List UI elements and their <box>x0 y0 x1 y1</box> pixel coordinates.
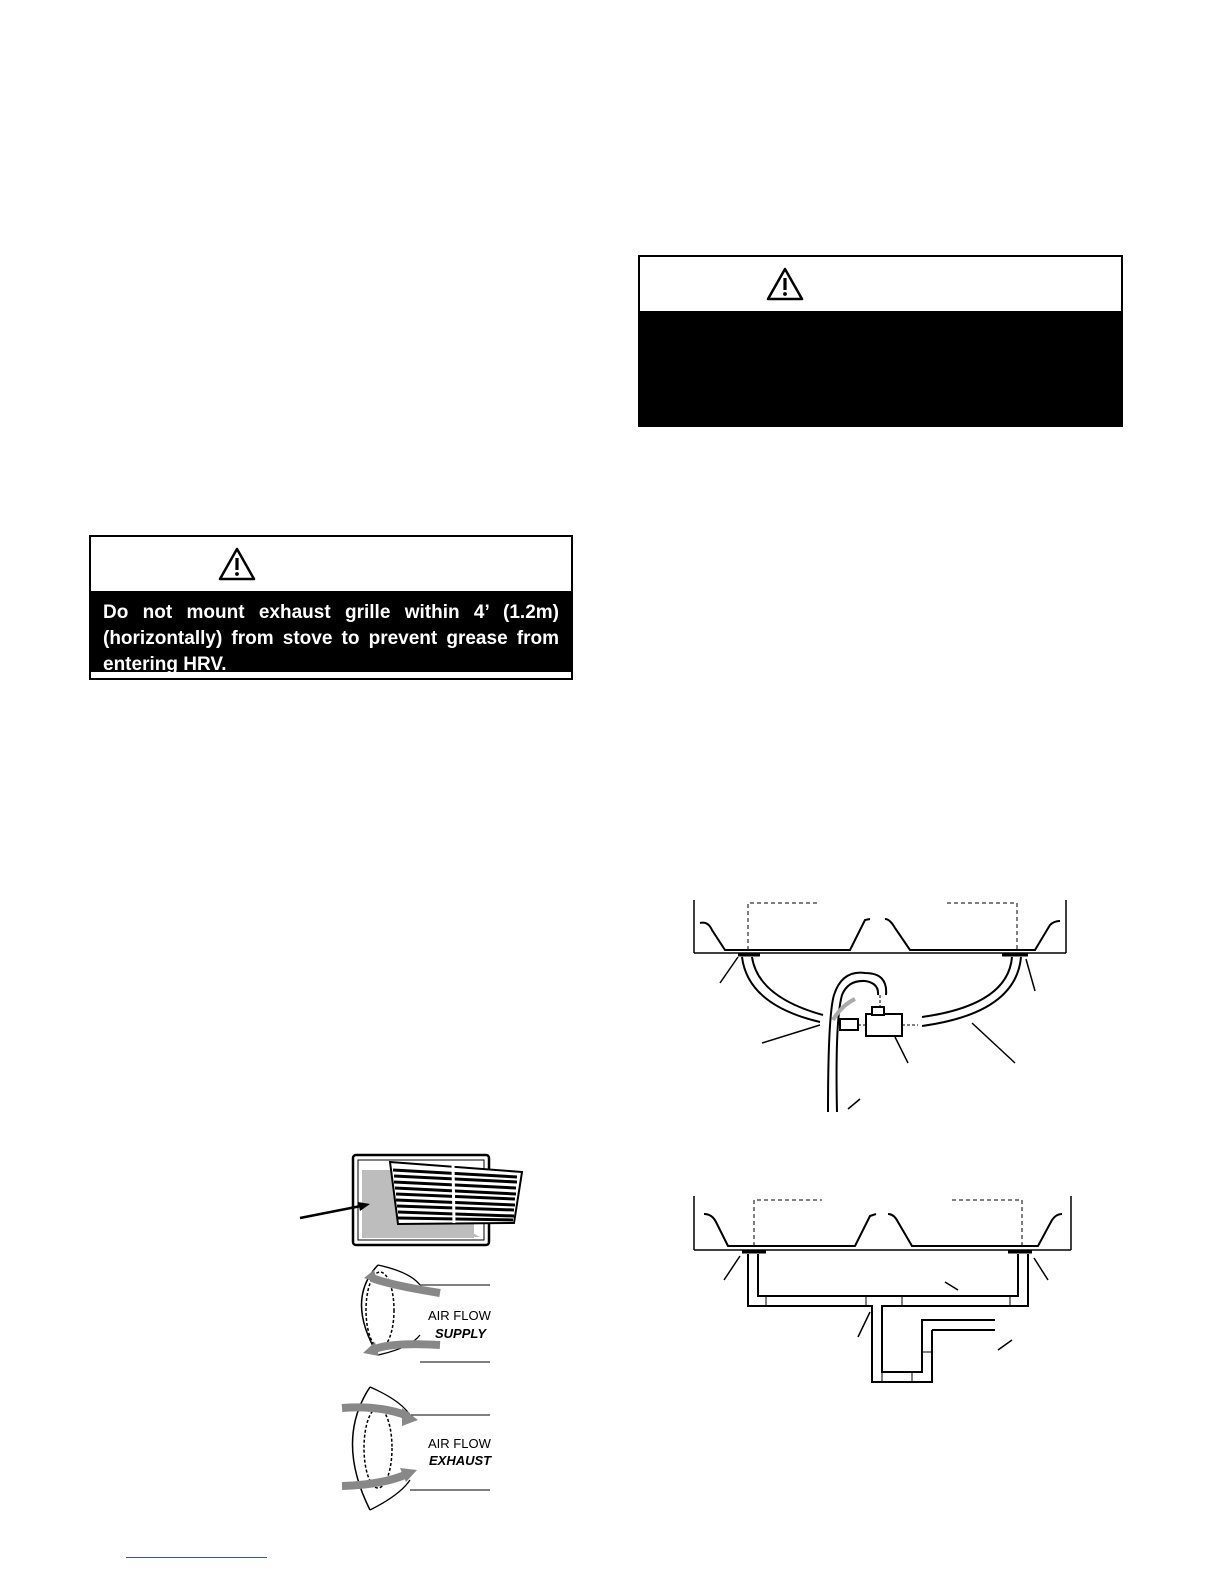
warning-box-drain <box>638 255 1123 427</box>
drain-tubing-diagram <box>690 895 1070 1125</box>
warning-text: Do not mount exhaust grille within 4’ (1.2m) (horizontally) from stove to prevent grease from entering HRV. <box>91 593 571 672</box>
exhaust-label: AIR FLOW <box>428 1436 491 1451</box>
warning-text <box>640 313 1121 427</box>
warning-triangle-icon <box>218 547 256 581</box>
exhaust-airflow-diagram <box>342 1387 492 1510</box>
grille-icon <box>300 1155 522 1245</box>
warning-header <box>91 537 571 593</box>
supply-label: AIR FLOW <box>428 1308 491 1323</box>
exhaust-sublabel: EXHAUST <box>429 1453 492 1468</box>
footer-rule <box>126 1557 267 1558</box>
supply-airflow-diagram <box>362 1265 492 1362</box>
warning-triangle-icon <box>766 267 804 301</box>
warning-header <box>640 257 1121 313</box>
warning-box-grille <box>89 535 573 680</box>
grille-airflow-figure <box>290 1150 540 1520</box>
drain-pipe-trap-diagram <box>690 1192 1075 1397</box>
supply-sublabel: SUPPLY <box>435 1326 487 1341</box>
